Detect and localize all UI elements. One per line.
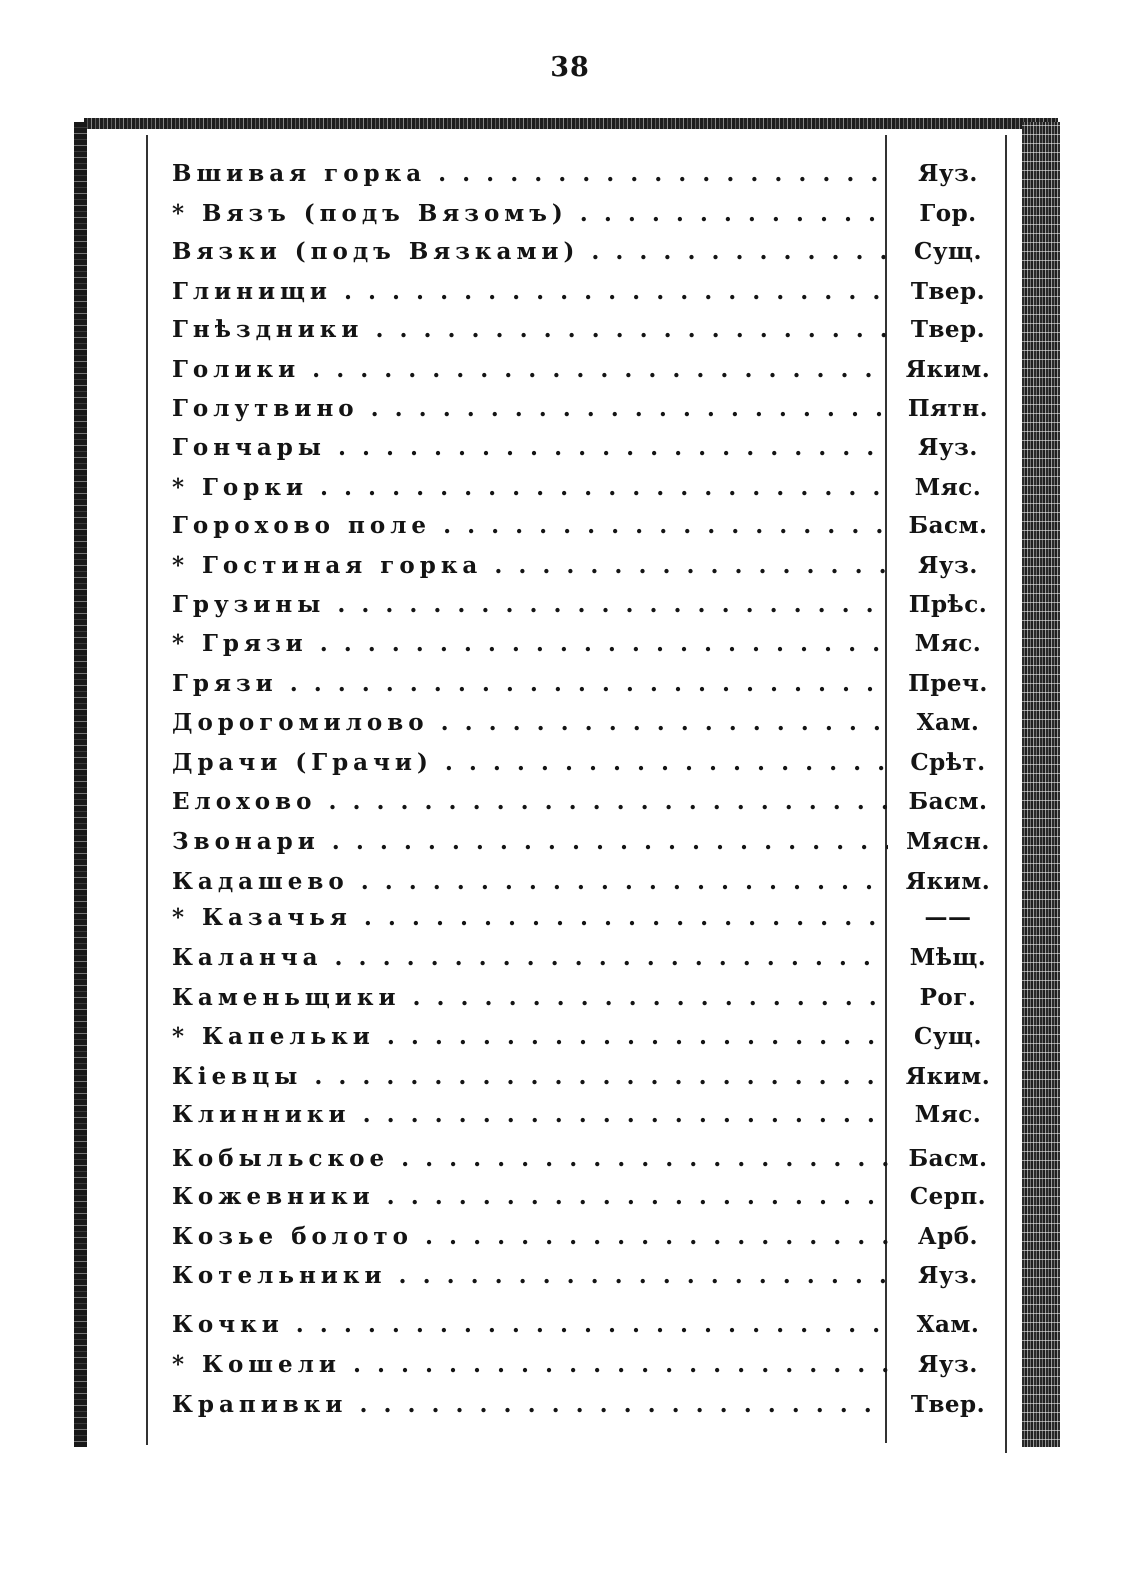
place-name: Вязки (подъ Вязками) . . .: [172, 233, 888, 271]
table-row: [172, 390, 1002, 428]
place-name: Горохово поле . . .: [172, 507, 888, 545]
district-abbreviation: Преч.: [908, 670, 988, 697]
district-abbreviation: Мяс.: [914, 1101, 982, 1128]
district-abbreviation: Мяс.: [914, 474, 982, 501]
place-name: Драчи (Грачи) . . .: [172, 744, 888, 782]
column-rule-left: [146, 135, 148, 1445]
district-abbreviation: Яким.: [905, 1063, 991, 1090]
table-row: [172, 1218, 1002, 1256]
district-abbreviation: Твер.: [910, 1391, 986, 1418]
place-name: Кобыльское . . .: [172, 1140, 888, 1178]
place-name: Кожевники . . .: [172, 1178, 888, 1216]
place-name: Елохово . . .: [172, 783, 888, 821]
place-name: Голики . . .: [172, 351, 888, 389]
table-row: [172, 744, 1002, 782]
table-row: [172, 273, 1002, 311]
place-name: Звонари . . .: [172, 823, 888, 861]
district-abbreviation: Яуз.: [918, 1262, 978, 1289]
district-abbreviation: Яуз.: [918, 160, 978, 187]
table-row: [172, 704, 1002, 742]
district-abbreviation: Серп.: [909, 1183, 987, 1210]
place-name: Вшивая горка . . .: [172, 155, 888, 193]
table-row: [172, 155, 1002, 193]
table-row: [172, 507, 1002, 545]
place-name: Каланча . . .: [172, 939, 888, 977]
district-abbreviation: Сущ.: [914, 1023, 982, 1050]
table-row: [172, 1386, 1002, 1424]
district-abbreviation: Яким.: [905, 356, 991, 383]
place-name: Голутвино . . .: [172, 390, 888, 428]
table-row: [172, 469, 1002, 507]
place-name: * Грязи . . .: [172, 625, 888, 663]
place-name: Кіевцы . . .: [172, 1058, 888, 1096]
district-abbreviation: Яуз.: [918, 552, 978, 579]
district-abbreviation: Басм.: [908, 512, 988, 539]
table-row: [172, 195, 1002, 233]
table-row: [172, 1346, 1002, 1384]
district-abbreviation: Твер.: [910, 316, 986, 343]
district-abbreviation: Пятн.: [907, 395, 989, 422]
place-name: Кочки . . .: [172, 1306, 888, 1344]
place-name: Котельники . . .: [172, 1257, 888, 1295]
district-abbreviation: Яуз.: [918, 434, 978, 461]
page-number: 38: [550, 52, 590, 83]
district-abbreviation: Хам.: [916, 1311, 980, 1338]
frame-border-top: [84, 118, 1058, 129]
place-name: Козье болото . . .: [172, 1218, 888, 1256]
district-abbreviation: Мѣщ.: [909, 944, 987, 971]
place-name: Грязи . . .: [172, 665, 888, 703]
place-name: * Кошели . . .: [172, 1346, 888, 1384]
place-name: * Казачья . . .: [172, 899, 888, 937]
table-row: [172, 311, 1002, 349]
table-row: [172, 1058, 1002, 1096]
table-row: [172, 1096, 1002, 1134]
table-row: [172, 1140, 1002, 1178]
district-abbreviation: Арб.: [917, 1223, 979, 1250]
table-row: [172, 979, 1002, 1017]
place-name: Кадашево . . .: [172, 863, 888, 901]
district-abbreviation: Прѣс.: [908, 591, 988, 618]
district-abbreviation: Басм.: [908, 1145, 988, 1172]
table-row: [172, 863, 1002, 901]
place-name: * Капельки . . .: [172, 1018, 888, 1056]
column-rule-right: [1005, 135, 1007, 1453]
table-row: [172, 1018, 1002, 1056]
frame-border-left: [74, 122, 87, 1447]
place-name: Грузины . . .: [172, 586, 888, 624]
place-name: Глинищи . . .: [172, 273, 888, 311]
table-row: [172, 586, 1002, 624]
table-row: [172, 939, 1002, 977]
district-abbreviation: Мясн.: [906, 828, 990, 855]
district-abbreviation: Твер.: [910, 278, 986, 305]
table-row: [172, 783, 1002, 821]
table-row: [172, 351, 1002, 389]
district-abbreviation: Хам.: [916, 709, 980, 736]
place-name: Гончары . . .: [172, 429, 888, 467]
district-abbreviation: Яуз.: [918, 1351, 978, 1378]
district-abbreviation: ——: [924, 904, 972, 931]
district-abbreviation: Басм.: [908, 788, 988, 815]
table-row: [172, 1257, 1002, 1295]
table-row: [172, 665, 1002, 703]
district-abbreviation: Срѣт.: [910, 749, 986, 776]
district-abbreviation: Мяс.: [914, 630, 982, 657]
place-name: Гнѣздники . . .: [172, 311, 888, 349]
table-row: [172, 429, 1002, 467]
frame-border-right: [1022, 122, 1060, 1447]
district-abbreviation: Гор.: [919, 200, 977, 227]
place-name: * Горки . . .: [172, 469, 888, 507]
table-row: [172, 1306, 1002, 1344]
place-name: * Вязъ (подъ Вязомъ) . . .: [172, 195, 888, 233]
district-abbreviation: Яким.: [905, 868, 991, 895]
table-row: [172, 233, 1002, 271]
table-row: [172, 625, 1002, 663]
place-name: Каменьщики . . .: [172, 979, 888, 1017]
place-name: Клинники . . .: [172, 1096, 888, 1134]
table-row: [172, 547, 1002, 585]
place-name: Дорогомилово . . .: [172, 704, 888, 742]
district-abbreviation: Рог.: [919, 984, 977, 1011]
table-row: [172, 823, 1002, 861]
table-row: [172, 1178, 1002, 1216]
place-name: Крапивки . . .: [172, 1386, 888, 1424]
table-row: [172, 899, 1002, 937]
place-name: * Гостиная горка . . .: [172, 547, 888, 585]
district-abbreviation: Сущ.: [914, 238, 982, 265]
